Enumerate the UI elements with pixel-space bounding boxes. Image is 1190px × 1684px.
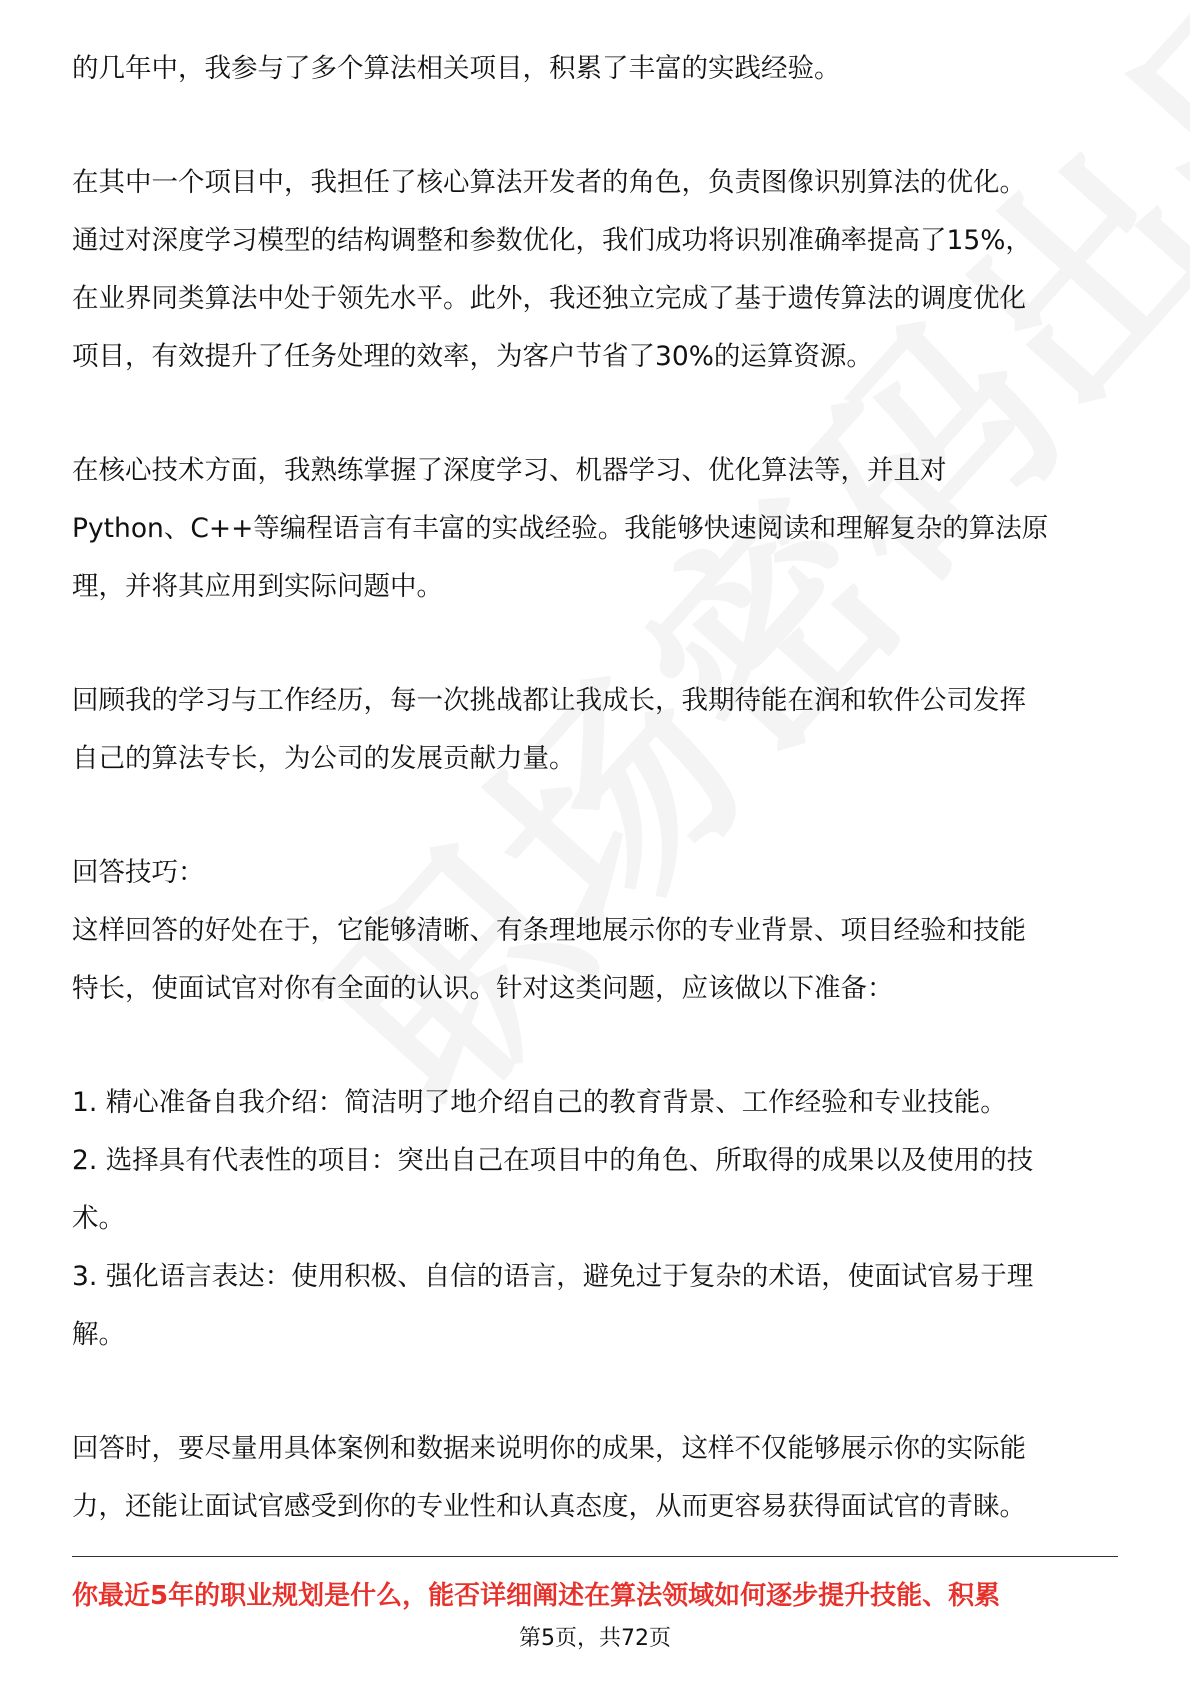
body-line: 自己的算法专长，为公司的发展贡献力量。 [72, 743, 576, 774]
paragraph-gap [72, 1364, 1118, 1420]
body-line: 理，并将其应用到实际问题中。 [72, 571, 443, 602]
paragraph-gap [72, 98, 1118, 154]
list-item-continued: 术。 [72, 1203, 125, 1234]
body-line: 在其中一个项目中，我担任了核心算法开发者的角色，负责图像识别算法的优化。 [72, 167, 1026, 198]
body-line: 在业界同类算法中处于领先水平。此外，我还独立完成了基于遗传算法的调度优化 [72, 283, 1026, 314]
body-line: 回答时，要尽量用具体案例和数据来说明你的成果，这样不仅能够展示你的实际能 [72, 1433, 1026, 1464]
document-body [72, 40, 1118, 1536]
divider [72, 1556, 1118, 1557]
body-line: 通过对深度学习模型的结构调整和参数优化，我们成功将识别准确率提高了15%， [72, 225, 1032, 256]
body-line: 回顾我的学习与工作经历，每一次挑战都让我成长，我期待能在润和软件公司发挥 [72, 685, 1026, 716]
body-line: 在核心技术方面，我熟练掌握了深度学习、机器学习、优化算法等，并且对 [72, 455, 947, 486]
list-item: 2. 选择具有代表性的项目：突出自己在项目中的角色、所取得的成果以及使用的技 [72, 1145, 1034, 1176]
list-item: 1. 精心准备自我介绍：简洁明了地介绍自己的教育背景、工作经验和专业技能。 [72, 1087, 1007, 1118]
list-item-continued: 解。 [72, 1319, 125, 1350]
next-question-heading: 你最近5年的职业规划是什么，能否详细阐述在算法领域如何逐步提升技能、积累 [72, 1581, 1001, 1611]
body-line: 特长，使面试官对你有全面的认识。针对这类问题，应该做以下准备： [72, 973, 894, 1004]
body-line: Python、C++等编程语言有丰富的实战经验。我能够快速阅读和理解复杂的算法原 [72, 513, 1049, 544]
body-line: 的几年中，我参与了多个算法相关项目，积累了丰富的实践经验。 [72, 53, 841, 84]
paragraph-gap [72, 788, 1118, 844]
list-item: 3. 强化语言表达：使用积极、自信的语言，避免过于复杂的术语，使面试官易于理 [72, 1261, 1034, 1292]
body-line: 项目，有效提升了任务处理的效率，为客户节省了30%的运算资源。 [72, 341, 873, 372]
paragraph-gap [72, 386, 1118, 442]
page-number: 第5页，共72页 [519, 1626, 671, 1651]
paragraph-gap [72, 616, 1118, 672]
body-line: 力，还能让面试官感受到你的专业性和认真态度，从而更容易获得面试官的青睐。 [72, 1491, 1026, 1522]
paragraph-gap [72, 1018, 1118, 1074]
section-heading: 回答技巧： [72, 857, 205, 888]
body-line: 这样回答的好处在于，它能够清晰、有条理地展示你的专业背景、项目经验和技能 [72, 915, 1026, 946]
